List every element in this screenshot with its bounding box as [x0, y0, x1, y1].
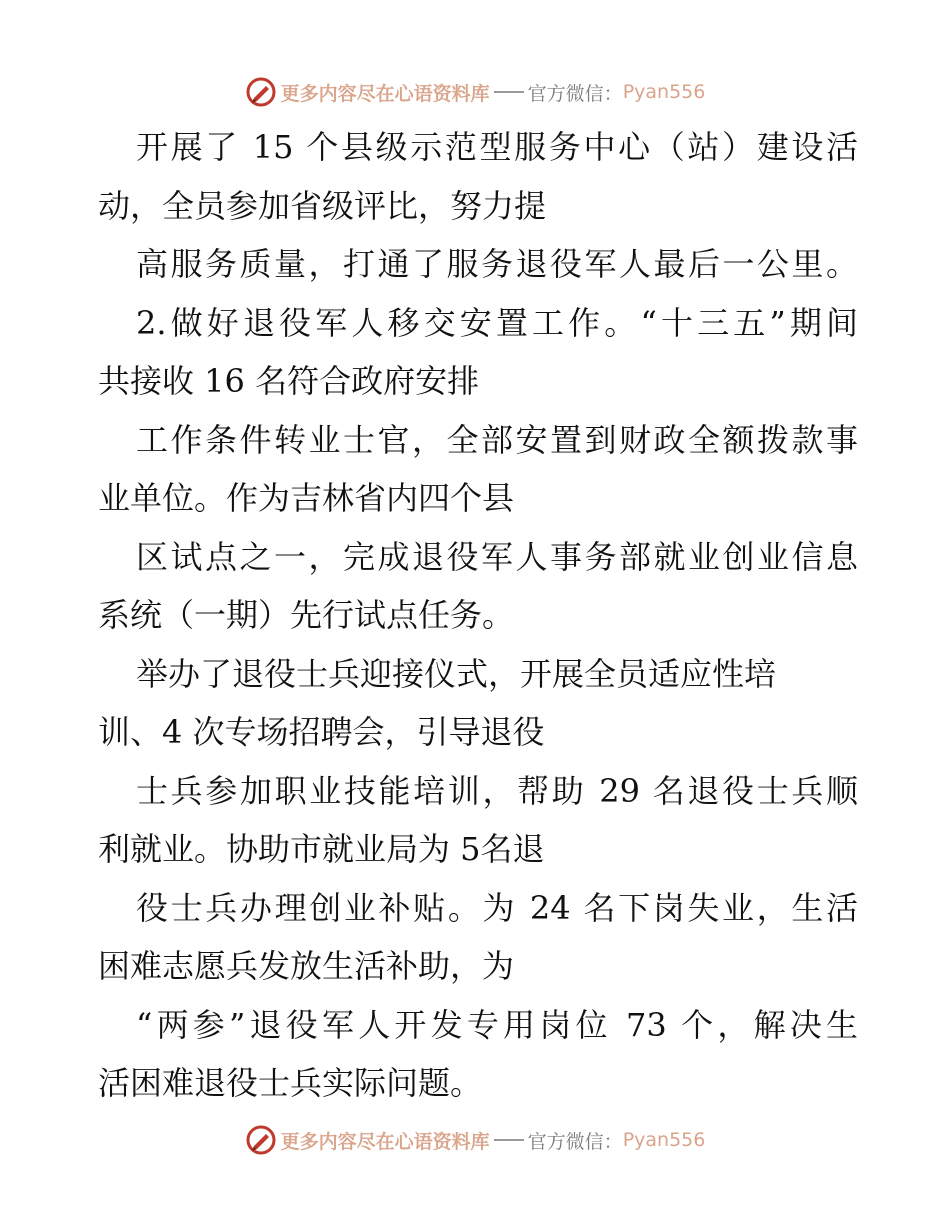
- text-line: 士兵参加职业技能培训，帮助 29 名退役士兵顺: [136, 771, 858, 810]
- text-line: 工作条件转业士官，全部安置到财政全额拨款事: [136, 420, 858, 459]
- watermark-id: Pyan556: [622, 81, 706, 103]
- text-line: 系统（一期）先行试点任务。: [98, 596, 515, 634]
- body-text: [98, 118, 858, 1113]
- text-line: 活困难退役士兵实际问题。: [98, 1064, 483, 1102]
- watermark-brand: 更多内容尽在心语资料库: [280, 1130, 490, 1153]
- watermark-dash: [494, 91, 524, 93]
- text-line: 区试点之一，完成退役军人事务部就业创业信息: [136, 537, 858, 576]
- text-line: 高服务质量，打通了服务退役军人最后一公里。: [136, 245, 858, 283]
- text-line: “两参”退役军人开发专用岗位 73 个，解决生: [136, 1005, 858, 1044]
- text-line: 训、4 次专场招聘会，引导退役: [98, 713, 545, 751]
- text-line: 举办了退役士兵迎接仪式，开展全员适应性培: [136, 654, 777, 693]
- header-watermark: [0, 72, 950, 112]
- pen-logo-icon: [245, 1124, 277, 1156]
- watermark-label: 官方微信：: [527, 1130, 623, 1153]
- text-line: 困难志愿兵发放生活补助，为: [98, 947, 515, 985]
- watermark-dash: [494, 1139, 524, 1141]
- watermark-brand: 更多内容尽在心语资料库: [280, 82, 490, 105]
- text-line: 利就业。协助市就业局为 5名退: [98, 830, 545, 868]
- text-line: 动，全员参加省级评比，努力提: [98, 186, 547, 225]
- text-line: 开展了 15 个县级示范型服务中心（站）建设活: [136, 128, 858, 166]
- text-line: 2.做好退役军人移交安置工作。“十三五”期间: [136, 303, 858, 342]
- pen-logo-icon: [245, 76, 277, 108]
- watermark-id: Pyan556: [622, 1129, 706, 1151]
- text-line: 业单位。作为吉林省内四个县: [98, 479, 515, 517]
- text-line: 役士兵办理创业补贴。为 24 名下岗失业，生活: [136, 888, 858, 927]
- footer-watermark: [0, 1120, 950, 1160]
- text-line: 共接收 16 名符合政府安排: [98, 362, 480, 400]
- watermark-label: 官方微信：: [527, 82, 623, 105]
